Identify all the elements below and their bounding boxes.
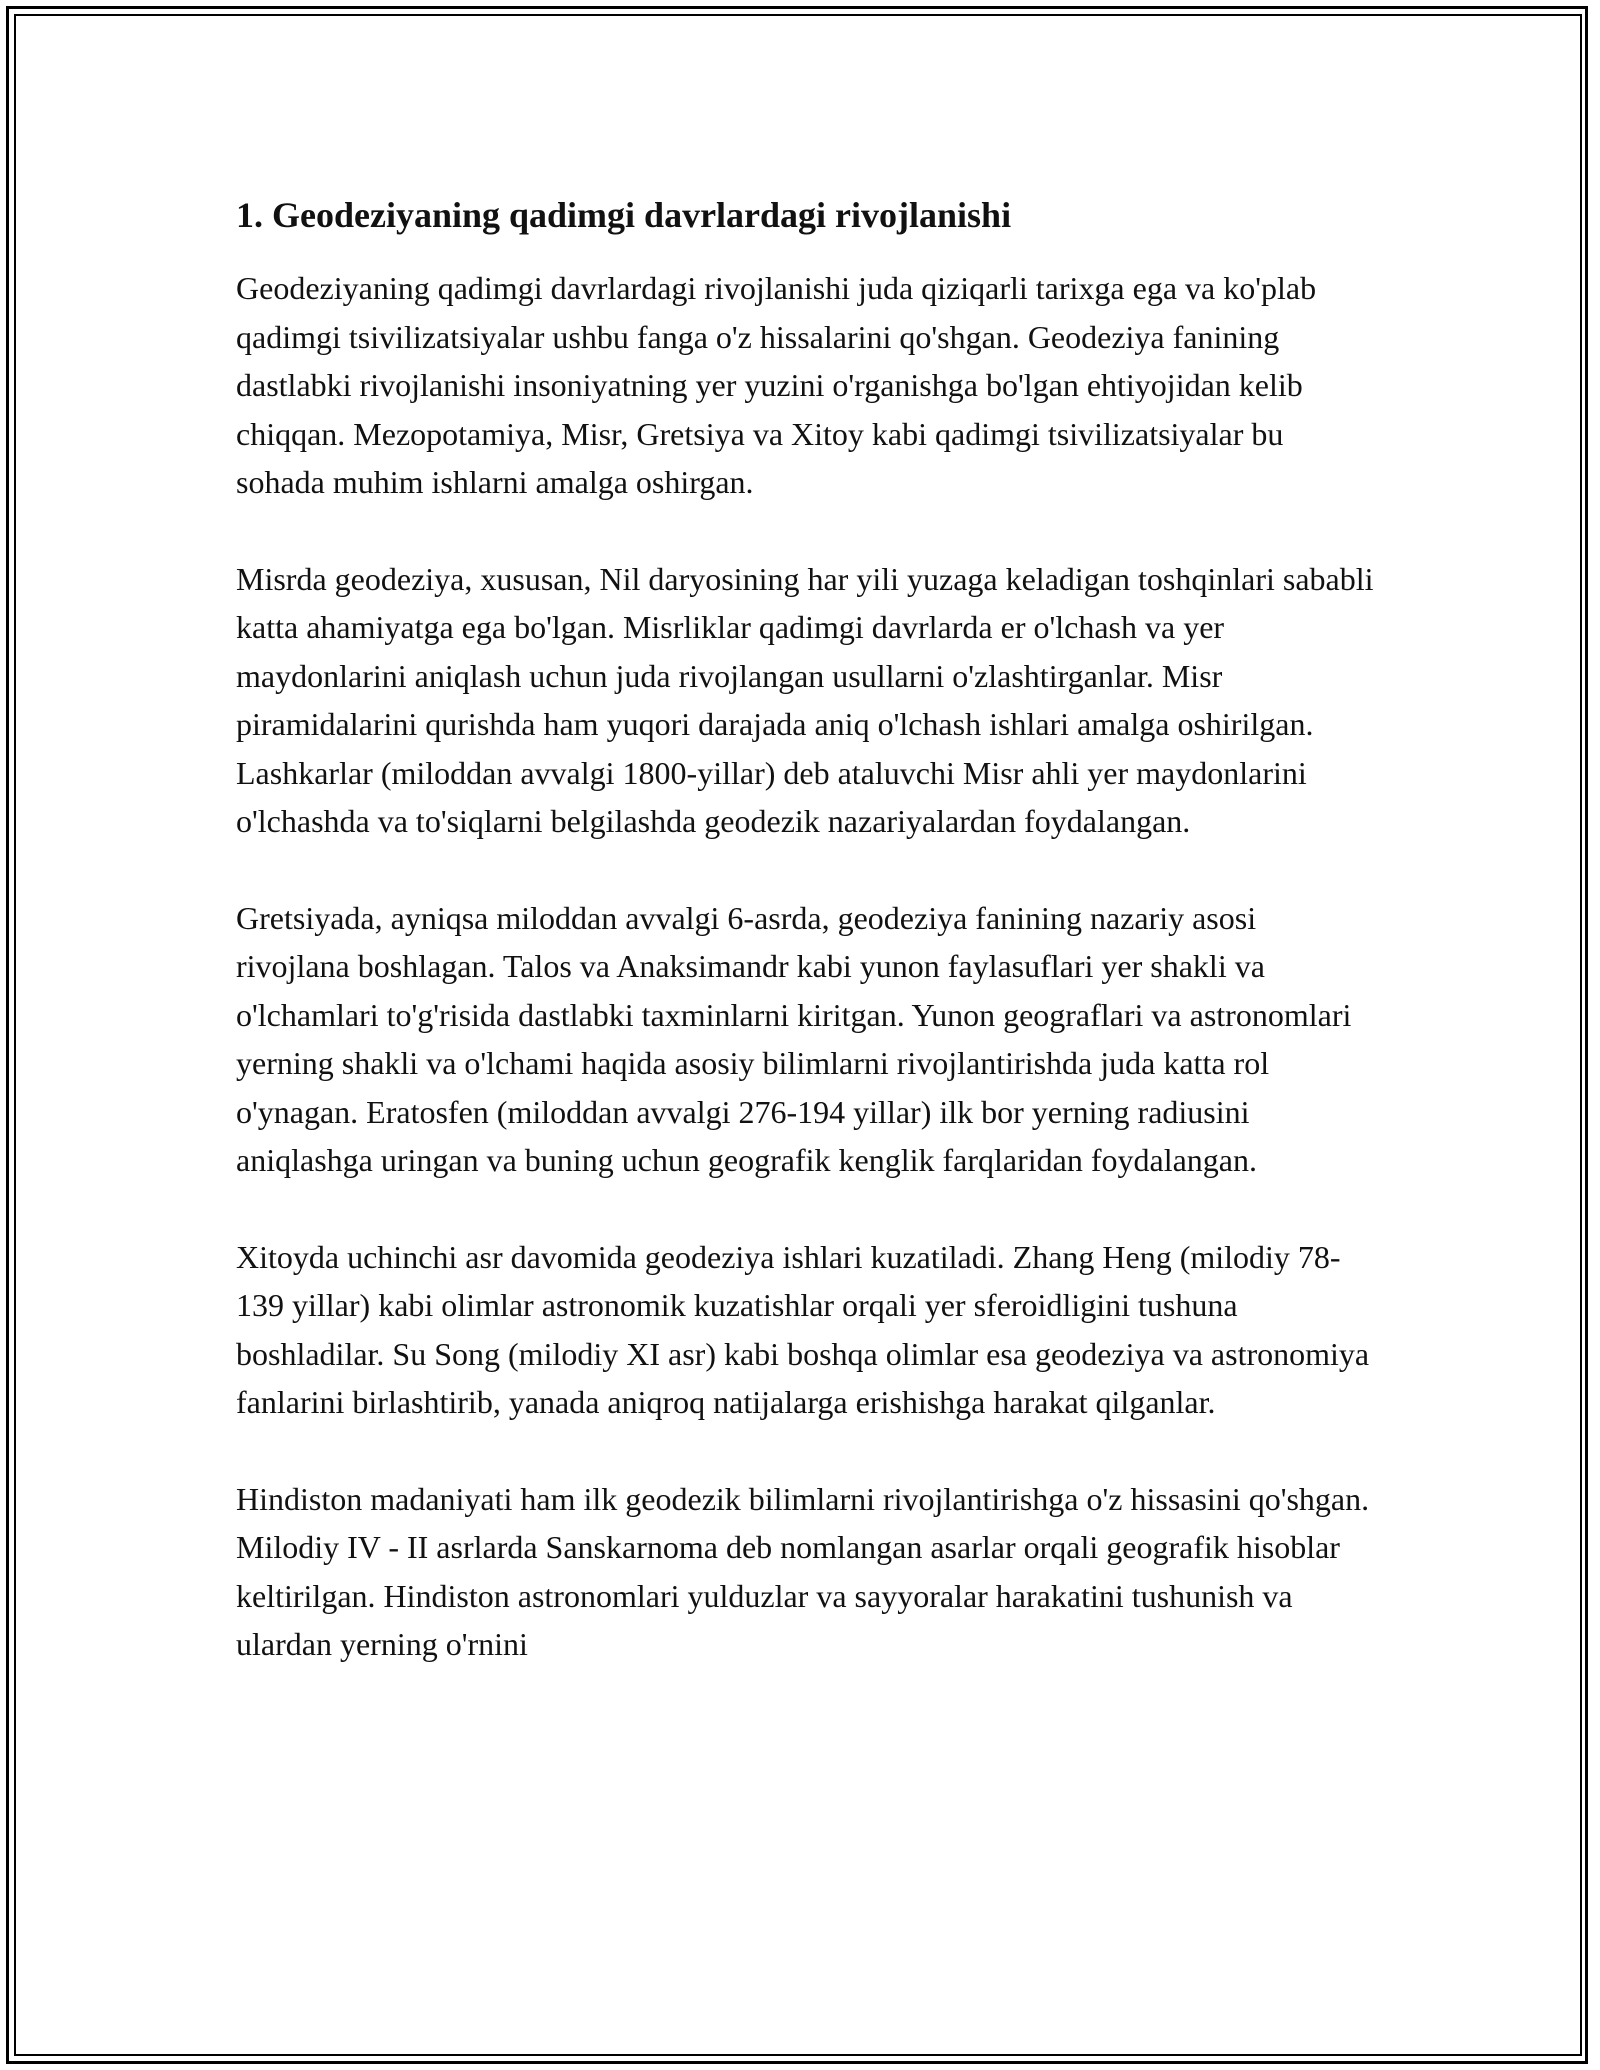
paragraph-5: Hindiston madaniyati ham ilk geodezik bilimlarni rivojlantirishga o'z hissasini qo'shgan. Milodiy IV - II asrlarda Sanskarnoma deb nomlangan asarlar orqali geografik hisoblar keltirilgan. Hindiston astronomlari yulduzlar va sayyoralar harakatini tushunish va ulardan yerning o'rnini xyxy=(236,1480,1370,1662)
paragraph-3: Gretsiyada, ayniqsa miloddan avvalgi 6-asrda, geodeziya fanining nazariy asosi rivojlana boshlagan. Talos va Anaksimandr kabi yunon faylasuflari yer shakli va o'lchamlari to'g'risida dastlabki taxminlarni kiritgan. Yunon geograflari va astronomlari yerning shakli va o'lchami haqida asosiy bilimlarni rivojlantirishda juda katta rol o'ynagan. Eratosfen (miloddan avvalgi 276-194 yillar) ilk bor yerning radiusini aniqlashga uringan va buning uchun geografik kenglik farqlaridan foydalangan. xyxy=(236,899,1352,1178)
paragraph-4: Xitoyda uchinchi asr davomida geodeziya ishlari kuzatiladi. Zhang Heng (milodiy 78-139 yillar) kabi olimlar astronomik kuzatishlar orqali yer sferoidligini tushuna boshladilar. Su Song (milodiy XI asr) kabi boshqa olimlar esa geodeziya va astronomiya fanlarini birlashtirib, yanada aniqroq natijalarga erishishga harakat qilganlar. xyxy=(236,1238,1370,1420)
paragraph-1: Geodeziyaning qadimgi davrlardagi rivojlanishi juda qiziqarli tarixga ega va ko'plab qadimgi tsivilizatsiyalar ushbu fanga o'z hissalarini qo'shgan. Geodeziya fanining dastlabki rivojlanishi insoniyatning yer yuzini o'rganishga bo'lgan ehtiyojidan kelib chiqqan. Mezopotamiya, Misr, Gretsiya va Xitoy kabi qadimgi tsivilizatsiyalar bu sohada muhim ishlarni amalga oshirgan. xyxy=(236,270,1317,500)
document-body xyxy=(236,188,1376,1717)
section-heading: 1. Geodeziyaning qadimgi davrlardagi rivojlanishi xyxy=(236,195,1012,235)
paragraph-2: Misrda geodeziya, xususan, Nil daryosining har yili yuzaga keladigan toshqinlari sababli katta ahamiyatga ega bo'lgan. Misrliklar qadimgi davrlarda er o'lchash va yer maydonlarini aniqlash uchun juda rivojlangan usullarni o'zlashtirganlar. Misr piramidalarini qurishda ham yuqori darajada aniq o'lchash ishlari amalga oshirilgan. Lashkarlar (miloddan avvalgi 1800-yillar) deb ataluvchi Misr ahli yer maydonlarini o'lchashda va to'siqlarni belgilashda geodezik nazariyalardan foydalangan. xyxy=(236,560,1374,839)
